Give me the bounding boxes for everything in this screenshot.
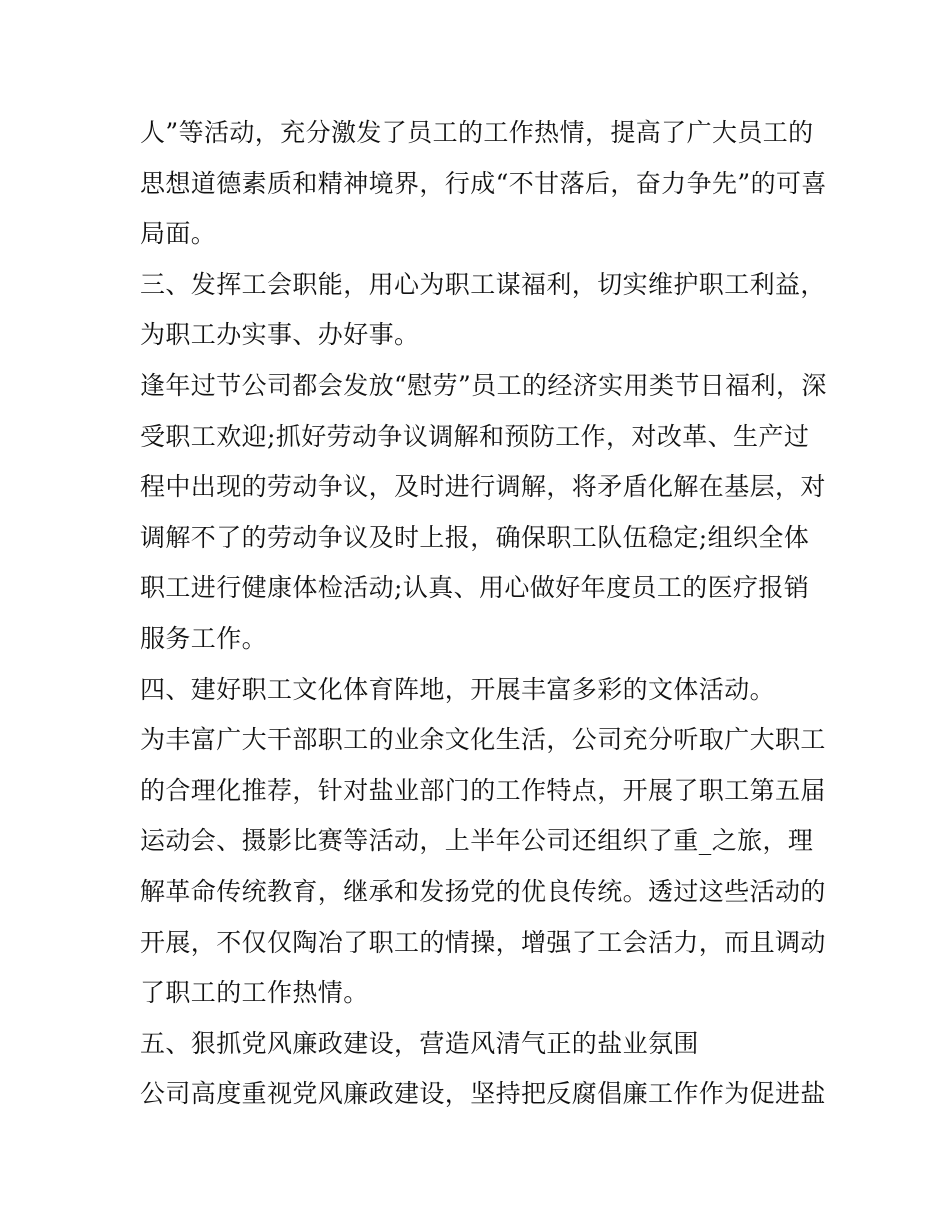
text-line: 调解不了的劳动争议及时上报，确保职工队伍稳定;组织全体 xyxy=(140,522,810,552)
text-line: 职工进行健康体检活动;认真、用心做好年度员工的医疗报销 xyxy=(140,573,810,603)
text-line: 人”等活动，充分激发了员工的工作热情，提高了广大员工的 xyxy=(140,118,814,147)
document-body xyxy=(140,108,830,1120)
section-heading-3: 三、发挥工会职能，用心为职工谋福利，切实维护职工利益， xyxy=(140,269,826,299)
section-heading-5: 五、狠抓党风廉政建设，营造风清气正的盐业氛围 xyxy=(140,1028,699,1058)
text-line: 公司高度重视党风廉政建设，坚持把反腐倡廉工作作为促进盐 xyxy=(140,1079,826,1109)
text-line: 服务工作。 xyxy=(140,623,268,653)
text-line: 受职工欢迎;抓好劳动争议调解和预防工作，对改革、生产过 xyxy=(140,421,810,451)
text-line: 解革命传统教育，继承和发扬党的优良传统。透过这些活动的 xyxy=(140,876,826,906)
text-line: 为丰富广大干部职工的业余文化生活，公司充分听取广大职工 xyxy=(140,725,826,755)
text-line: 了职工的工作热情。 xyxy=(140,978,369,1008)
text-line: 局面。 xyxy=(140,219,217,249)
text-line: 程中出现的劳动争议，及时进行调解，将矛盾化解在基层，对 xyxy=(140,472,826,502)
section-heading-4: 四、建好职工文化体育阵地，开展丰富多彩的文体活动。 xyxy=(140,674,776,704)
text-line: 为职工办实事、办好事。 xyxy=(140,320,420,350)
text-line: 思想道德素质和精神境界，行成“不甘落后，奋力争先”的可喜 xyxy=(140,168,827,198)
text-line: 逢年过节公司都会发放“慰劳”员工的经济实用类节日福利，深 xyxy=(140,370,827,400)
text-line: 运动会、摄影比赛等活动，上半年公司还组织了重_之旅，理 xyxy=(140,826,814,856)
text-line: 的合理化推荐，针对盐业部门的工作特点，开展了职工第五届 xyxy=(140,775,826,805)
text-line: 开展，不仅仅陶冶了职工的情操，增强了工会活力，而且调动 xyxy=(140,927,826,957)
